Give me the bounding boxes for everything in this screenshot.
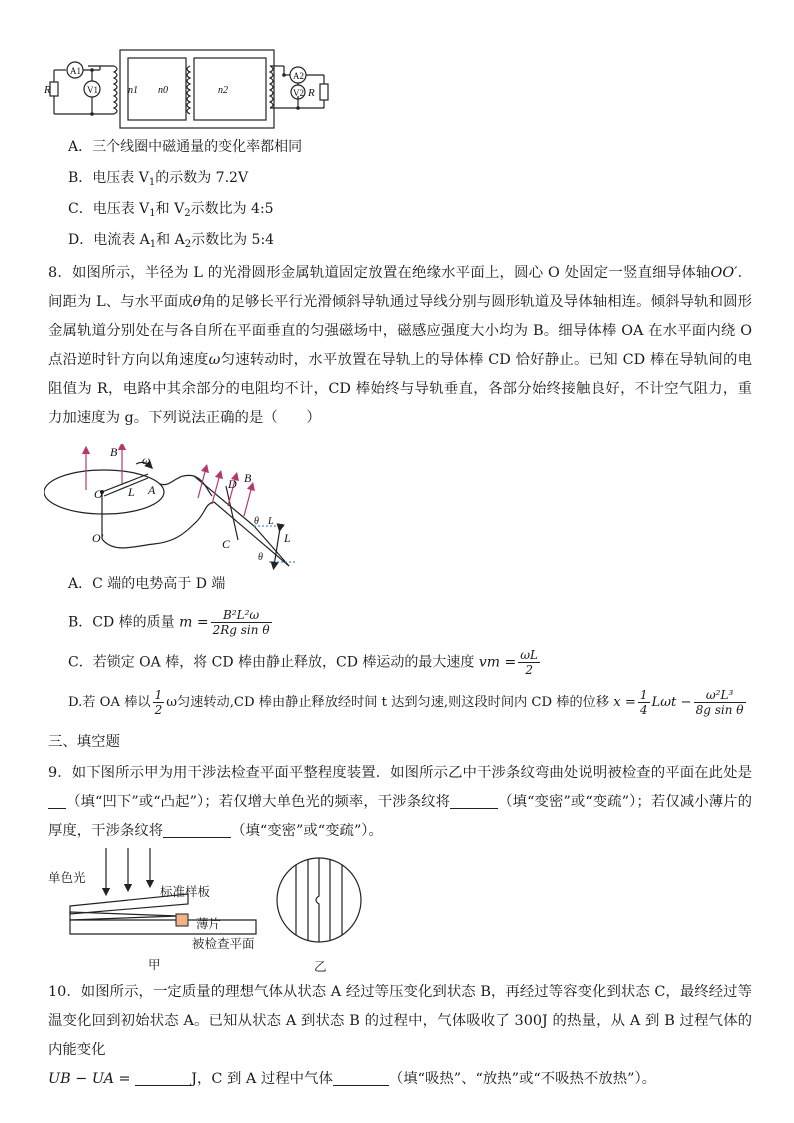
- fig-label-L1: L: [128, 485, 135, 499]
- q10-stem: 10．如图所示，一定质量的理想气体从状态 A 经过等压变化到状态 B，再经过等容变化到状态 C，最终经过等温变化回到初始状态 A。已知从状态 A 到状态 B 的过程中，气体吸收了 300J 的热量，从 A 到 B 过程气体的内能变化 UB − UA = J，C 到 A 过程中气体 （填“吸热”、“放热”或“不吸热不放热”）。: [48, 984, 752, 1087]
- q8-option-c: C．若锁定 OA 棒，将 CD 棒由静止释放，CD 棒运动的最大速度 vm = $\frac{\omega L}{2}$: [68, 648, 539, 677]
- rail-figure: [44, 444, 306, 570]
- label-monochromatic-light: 单色光: [48, 870, 86, 885]
- fig-label-B1: B: [110, 445, 118, 459]
- q10-blank-2[interactable]: [333, 1071, 389, 1086]
- q9-stem: 9．如下图所示甲为用干涉法检查平面平整程度装置．如图所示乙中干涉条纹弯曲处说明被检查的平面在此处是（填“凹下”或“凸起”）；若仅增大单色光的频率，干涉条纹将 （填“变密”或“变疏”）；若仅减小薄片的厚度，干涉条纹将 （填“变密”或“变疏”）。: [48, 765, 752, 839]
- label-standard-sample: 标准样板: [160, 884, 211, 899]
- q8-stem: 8．如图所示，半径为 L 的光滑圆形金属轨道固定放置在绝缘水平面上，圆心 O 处固定一竖直细导体轴OO′．间距为 L、与水平面成θ角的足够长平行光滑倾斜导轨通过导线分别与圆形轨道及导体轴相连。倾斜导轨和圆形金属轨道分别处在与各自所在平面垂直的匀强磁场中，磁感应强度大小均为 B。细导体棒 OA 在水平面内绕 O 点沿逆时针方向以角速度ω匀速转动时，水平放置在导轨上的导体棒 CD 恰好静止。已知 CD 棒在导轨间的电阻值为 R，电路中其余部分的电阻均不计，CD 棒始终与导轨垂直，各部分始终接触良好，不计空气阻力，重力加速度为 g。下列说法正确的是（ ）: [48, 265, 752, 426]
- fig-label-Oprime: O′: [92, 531, 104, 545]
- fig-label-O: O: [94, 487, 103, 501]
- interference-fringes-figure: [276, 850, 362, 950]
- fig-label-L2: L: [268, 516, 274, 527]
- section-fill-in-heading: 三、填空题: [48, 734, 120, 750]
- q7-option-c: C．电压表 $V_1$和 $V_2$示数比为 4:5: [68, 201, 274, 219]
- q9-blank-2[interactable]: [450, 794, 498, 809]
- label-jia: 甲: [148, 957, 161, 972]
- q7-option-a: A．三个线圈中磁通量的变化率都相同: [68, 139, 303, 155]
- q8-option-b: B．CD 棒的质量 m = $\frac{\text{B²L²ω}}{\text{2Rg sin θ}}$: [68, 608, 270, 637]
- q10-blank-1[interactable]: [135, 1071, 191, 1086]
- label-A2: A2: [293, 71, 304, 81]
- fig-label-B2: B: [244, 471, 252, 485]
- label-n0: n0: [158, 85, 168, 96]
- q7-option-b: B．电压表 $V_1$的示数为 7.2V: [68, 170, 249, 188]
- q9-blank-3[interactable]: [163, 823, 231, 838]
- q8-option-a: A．C 端的电势高于 D 端: [68, 576, 226, 592]
- label-A1: A1: [70, 66, 81, 76]
- q8-option-d: D.若 OA 棒以 $\frac{1}{2}$ ω匀速转动,CD 棒由静止释放经时间 t 达到匀速,则这段时间内 CD 棒的位移 x = $\frac{1}{4}$ Lωt − $\frac{\text{ω²L³}}{\text{8g sin θ}}$: [68, 688, 744, 717]
- fig-label-C: C: [222, 537, 231, 551]
- label-n2: n2: [218, 85, 228, 96]
- transformer-circuit-figure: [44, 44, 334, 134]
- label-yi: 乙: [314, 959, 327, 974]
- label-V2: V2: [293, 88, 304, 98]
- fig-label-omega: ω: [142, 453, 151, 467]
- fig-label-D: D: [228, 477, 237, 491]
- fig-label-L3: L: [284, 531, 291, 545]
- label-V1: V1: [87, 85, 98, 95]
- fig-label-A: A: [148, 483, 156, 497]
- q9-blank-1[interactable]: [48, 794, 66, 809]
- q7-option-d: D．电流表 $A_1$和 $A_2$示数比为 5:4: [68, 232, 275, 250]
- label-n1: n1: [128, 85, 138, 96]
- fig-label-theta1: θ: [254, 516, 259, 527]
- label-R-right: R: [308, 87, 315, 99]
- label-R-left: R: [44, 84, 51, 96]
- fig-label-theta2: θ: [258, 552, 263, 563]
- label-inspected-surface: 被检查平面: [192, 936, 255, 951]
- label-shim: 薄片: [196, 916, 222, 931]
